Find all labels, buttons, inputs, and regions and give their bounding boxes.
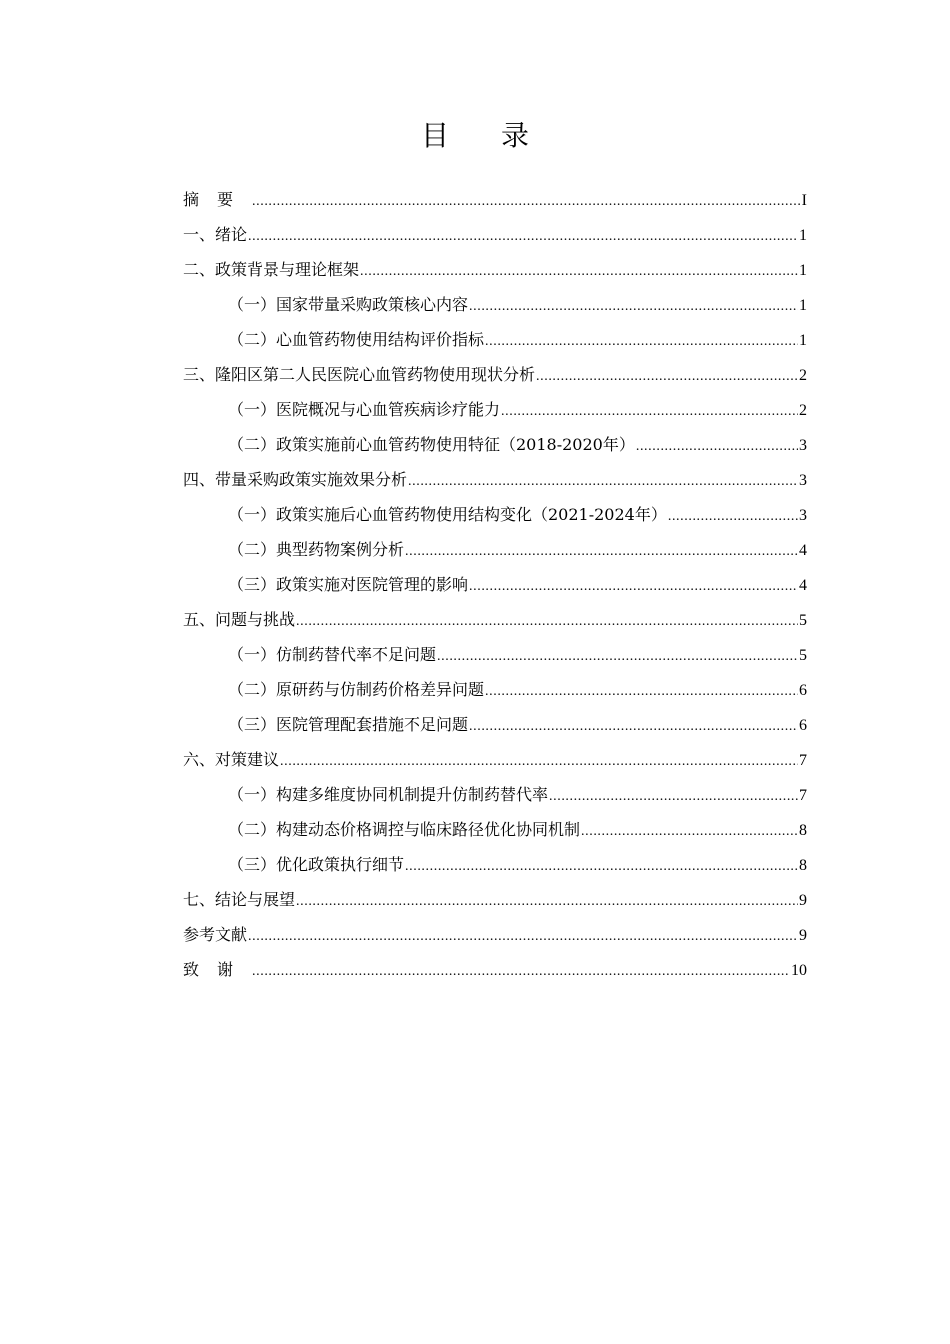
toc-entry-label: 摘要 <box>183 190 252 209</box>
toc-entry-label: （二）构建动态价格调控与临床路径优化协同机制 <box>228 820 581 839</box>
toc-entry-page-number: 9 <box>799 927 807 944</box>
toc-entry-page-number: 1 <box>799 227 807 244</box>
toc-entry-label: 致谢 <box>183 960 252 979</box>
toc-entry[interactable] <box>183 602 807 637</box>
toc-dot-leader <box>485 674 798 709</box>
toc-entry-label: 一、绪论 <box>183 225 248 244</box>
toc-entry-label: （二）典型药物案例分析 <box>228 540 405 559</box>
toc-entry-label: 参考文献 <box>183 925 248 944</box>
toc-entry-page-number: 2 <box>799 402 807 419</box>
toc-entry[interactable] <box>183 287 807 322</box>
toc-entry-page-number: 5 <box>799 647 807 664</box>
toc-entry-page-number: 5 <box>799 612 807 629</box>
toc-entry[interactable] <box>183 952 807 987</box>
toc-dot-leader <box>581 814 798 849</box>
toc-entry-label: （一）国家带量采购政策核心内容 <box>228 295 469 314</box>
toc-dot-leader <box>252 954 790 989</box>
toc-entry[interactable] <box>183 182 807 217</box>
toc-entry-page-number: 1 <box>799 332 807 349</box>
toc-entry[interactable] <box>183 882 807 917</box>
toc-entry-page-number: 2 <box>799 367 807 384</box>
toc-dot-leader <box>485 324 798 359</box>
toc-entry-label: （一）构建多维度协同机制提升仿制药替代率 <box>228 785 549 804</box>
toc-entry[interactable] <box>183 707 807 742</box>
toc-entry-page-number: 7 <box>799 787 807 804</box>
toc-dot-leader <box>252 184 801 219</box>
toc-entry[interactable] <box>183 917 807 952</box>
toc-entry-page-number: 3 <box>799 507 807 524</box>
toc-entry-label: 四、带量采购政策实施效果分析 <box>183 470 408 489</box>
toc-entry-page-number: 10 <box>791 962 807 979</box>
toc-dot-leader <box>536 359 798 394</box>
toc-entry-page-number: 4 <box>799 577 807 594</box>
toc-entry-page-number: I <box>801 192 807 209</box>
toc-dot-leader <box>296 884 798 919</box>
toc-dot-leader <box>549 779 798 814</box>
toc-entry-page-number: 3 <box>799 472 807 489</box>
toc-entry[interactable] <box>183 252 807 287</box>
toc-dot-leader <box>405 849 798 884</box>
toc-entry[interactable] <box>183 847 807 882</box>
toc-entry[interactable] <box>183 777 807 812</box>
toc-entry-label: （三）政策实施对医院管理的影响 <box>228 575 469 594</box>
toc-dot-leader <box>469 709 798 744</box>
toc-entry[interactable] <box>183 462 807 497</box>
toc-dot-leader <box>248 919 798 954</box>
toc-entry-label: （二）心血管药物使用结构评价指标 <box>228 330 485 349</box>
page-title: 目录 <box>420 119 581 152</box>
toc-dot-leader <box>501 394 798 429</box>
toc-dot-leader <box>668 499 798 534</box>
toc-entry-label: （三）医院管理配套措施不足问题 <box>228 715 469 734</box>
toc-entry-label: （一）仿制药替代率不足问题 <box>228 645 437 664</box>
toc-entry[interactable] <box>183 742 807 777</box>
toc-dot-leader <box>437 639 798 674</box>
toc-entry-label: （二）政策实施前心血管药物使用特征（2018-2020年） <box>228 435 635 454</box>
toc-entry[interactable] <box>183 392 807 427</box>
toc-entry-label: 三、隆阳区第二人民医院心血管药物使用现状分析 <box>183 365 536 384</box>
toc-entry-page-number: 6 <box>799 682 807 699</box>
toc-dot-leader <box>280 744 798 779</box>
toc-entry-label: 五、问题与挑战 <box>183 610 296 629</box>
toc-entry-page-number: 9 <box>799 892 807 909</box>
toc-entry-label: （三）优化政策执行细节 <box>228 855 405 874</box>
toc-entry-label: （一）政策实施后心血管药物使用结构变化（2021-2024年） <box>228 505 667 524</box>
toc-entry-page-number: 6 <box>799 717 807 734</box>
toc-entry-label: 二、政策背景与理论框架 <box>183 260 360 279</box>
toc-entry-page-number: 7 <box>799 752 807 769</box>
toc-dot-leader <box>360 254 798 289</box>
toc-entry[interactable] <box>183 497 807 532</box>
toc-entry[interactable] <box>183 637 807 672</box>
toc-entry-label: 六、对策建议 <box>183 750 280 769</box>
toc-dot-leader <box>636 429 798 464</box>
toc-entry-page-number: 1 <box>799 297 807 314</box>
toc-entry-page-number: 1 <box>799 262 807 279</box>
toc-dot-leader <box>469 289 798 324</box>
toc-entry-page-number: 8 <box>799 857 807 874</box>
toc-entry-page-number: 4 <box>799 542 807 559</box>
toc-entry-label: （一）医院概况与心血管疾病诊疗能力 <box>228 400 501 419</box>
toc-dot-leader <box>248 219 798 254</box>
toc-entry[interactable] <box>183 672 807 707</box>
toc-entry[interactable] <box>183 322 807 357</box>
toc-entry[interactable] <box>183 812 807 847</box>
toc-dot-leader <box>405 534 798 569</box>
toc-entry-label: （二）原研药与仿制药价格差异问题 <box>228 680 485 699</box>
toc-dot-leader <box>469 569 798 604</box>
toc-entry-page-number: 3 <box>799 437 807 454</box>
toc-entry[interactable] <box>183 532 807 567</box>
toc-entry[interactable] <box>183 217 807 252</box>
toc-entry[interactable] <box>183 567 807 602</box>
toc-entry[interactable] <box>183 427 807 462</box>
toc-entry[interactable] <box>183 357 807 392</box>
toc-dot-leader <box>408 464 798 499</box>
table-of-contents <box>183 182 807 987</box>
toc-entry-page-number: 8 <box>799 822 807 839</box>
toc-dot-leader <box>296 604 798 639</box>
toc-entry-label: 七、结论与展望 <box>183 890 296 909</box>
